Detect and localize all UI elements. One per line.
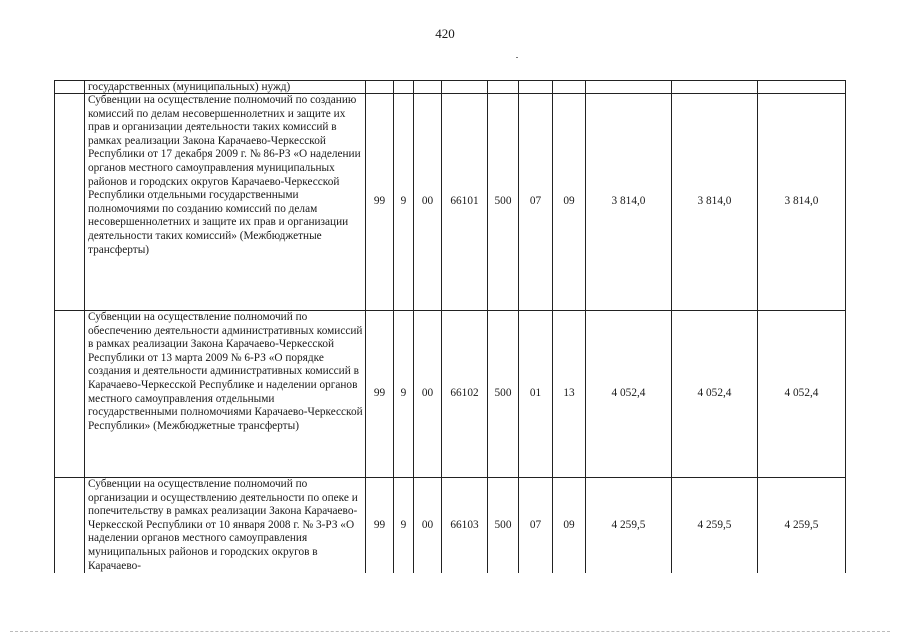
expense-type-cell xyxy=(488,81,519,94)
row-number-cell xyxy=(55,311,85,478)
amount-year1-cell: 4 259,5 xyxy=(586,478,672,574)
code-gp-cell: 99 xyxy=(366,478,394,574)
code-gp-cell: 99 xyxy=(366,94,394,311)
code-direction-cell: 66102 xyxy=(442,311,488,478)
amount-year1-cell: 4 052,4 xyxy=(586,311,672,478)
subsection-cell xyxy=(553,81,586,94)
code-direction-cell: 66101 xyxy=(442,94,488,311)
row-number-cell xyxy=(55,81,85,94)
amount-year3-cell xyxy=(758,81,846,94)
subsection-cell: 13 xyxy=(553,311,586,478)
table-row xyxy=(55,94,846,311)
scan-speck xyxy=(516,57,518,58)
section-cell: 07 xyxy=(519,94,553,311)
code-direction-cell xyxy=(442,81,488,94)
description-cell: Субвенции на осуществление полномочий по организации и осуществлению деятельности по опеке и попечительству в рамках реализации Закона Карачаево-Черкесской Республики от 10 января 2008 г. № 3-РЗ «О наделении органов местного самоуправления муниципальных районов и городских округов в Карачаево- xyxy=(85,478,366,574)
code-gp-cell xyxy=(366,81,394,94)
amount-year1-cell: 3 814,0 xyxy=(586,94,672,311)
code-om-cell: 00 xyxy=(414,94,442,311)
code-om-cell xyxy=(414,81,442,94)
expense-type-cell: 500 xyxy=(488,311,519,478)
code-pp-cell: 9 xyxy=(394,311,414,478)
amount-year2-cell: 3 814,0 xyxy=(672,94,758,311)
row-number-cell xyxy=(55,478,85,574)
section-cell: 07 xyxy=(519,478,553,574)
amount-year3-cell: 3 814,0 xyxy=(758,94,846,311)
code-om-cell: 00 xyxy=(414,311,442,478)
amount-year2-cell: 4 052,4 xyxy=(672,311,758,478)
expense-type-cell: 500 xyxy=(488,94,519,311)
row-number-cell xyxy=(55,94,85,311)
section-cell xyxy=(519,81,553,94)
amount-year1-cell xyxy=(586,81,672,94)
subsection-cell: 09 xyxy=(553,94,586,311)
budget-table xyxy=(54,80,846,573)
table-row xyxy=(55,478,846,574)
subsection-cell: 09 xyxy=(553,478,586,574)
code-direction-cell: 66103 xyxy=(442,478,488,574)
amount-year3-cell: 4 259,5 xyxy=(758,478,846,574)
amount-year2-cell xyxy=(672,81,758,94)
description-cell: государственных (муниципальных) нужд) xyxy=(85,81,366,94)
table-row xyxy=(55,311,846,478)
amount-year3-cell: 4 052,4 xyxy=(758,311,846,478)
amount-year2-cell: 4 259,5 xyxy=(672,478,758,574)
page-number: 420 xyxy=(435,26,455,41)
expense-type-cell: 500 xyxy=(488,478,519,574)
description-cell: Субвенции на осуществление полномочий по обеспечению деятельности административных комиссий в рамках реализации Закона Карачаево-Черкесской Республики от 13 марта 2009 № 6-РЗ «О порядке создания и деятельности административных комиссий в Карачаево-Черкесской Республике и наделении органов местного самоуправления отдельными государственными полномочиями Карачаево-Черкесской Республики» (Межбюджетные трансферты) xyxy=(85,311,366,478)
code-pp-cell xyxy=(394,81,414,94)
section-cell: 01 xyxy=(519,311,553,478)
description-cell: Субвенции на осуществление полномочий по созданию комиссий по делам несовершеннолетних и защите их прав и организации деятельности таких комиссий в рамках реализации Закона Карачаево-Черкесской Республики от 17 декабря 2009 г. № 86-РЗ «О наделении органов местного самоуправления муниципальных районов и городских округов Карачаево-Черкесской Республики отдельными государственными полномочиями по созданию комиссий по делам несовершеннолетних и защите их прав и организации деятельности таких комиссий» (Межбюджетные трансферты) xyxy=(85,94,366,311)
page-bottom-edge xyxy=(10,631,890,633)
code-om-cell: 00 xyxy=(414,478,442,574)
code-gp-cell: 99 xyxy=(366,311,394,478)
code-pp-cell: 9 xyxy=(394,94,414,311)
table-row xyxy=(55,81,846,94)
code-pp-cell: 9 xyxy=(394,478,414,574)
